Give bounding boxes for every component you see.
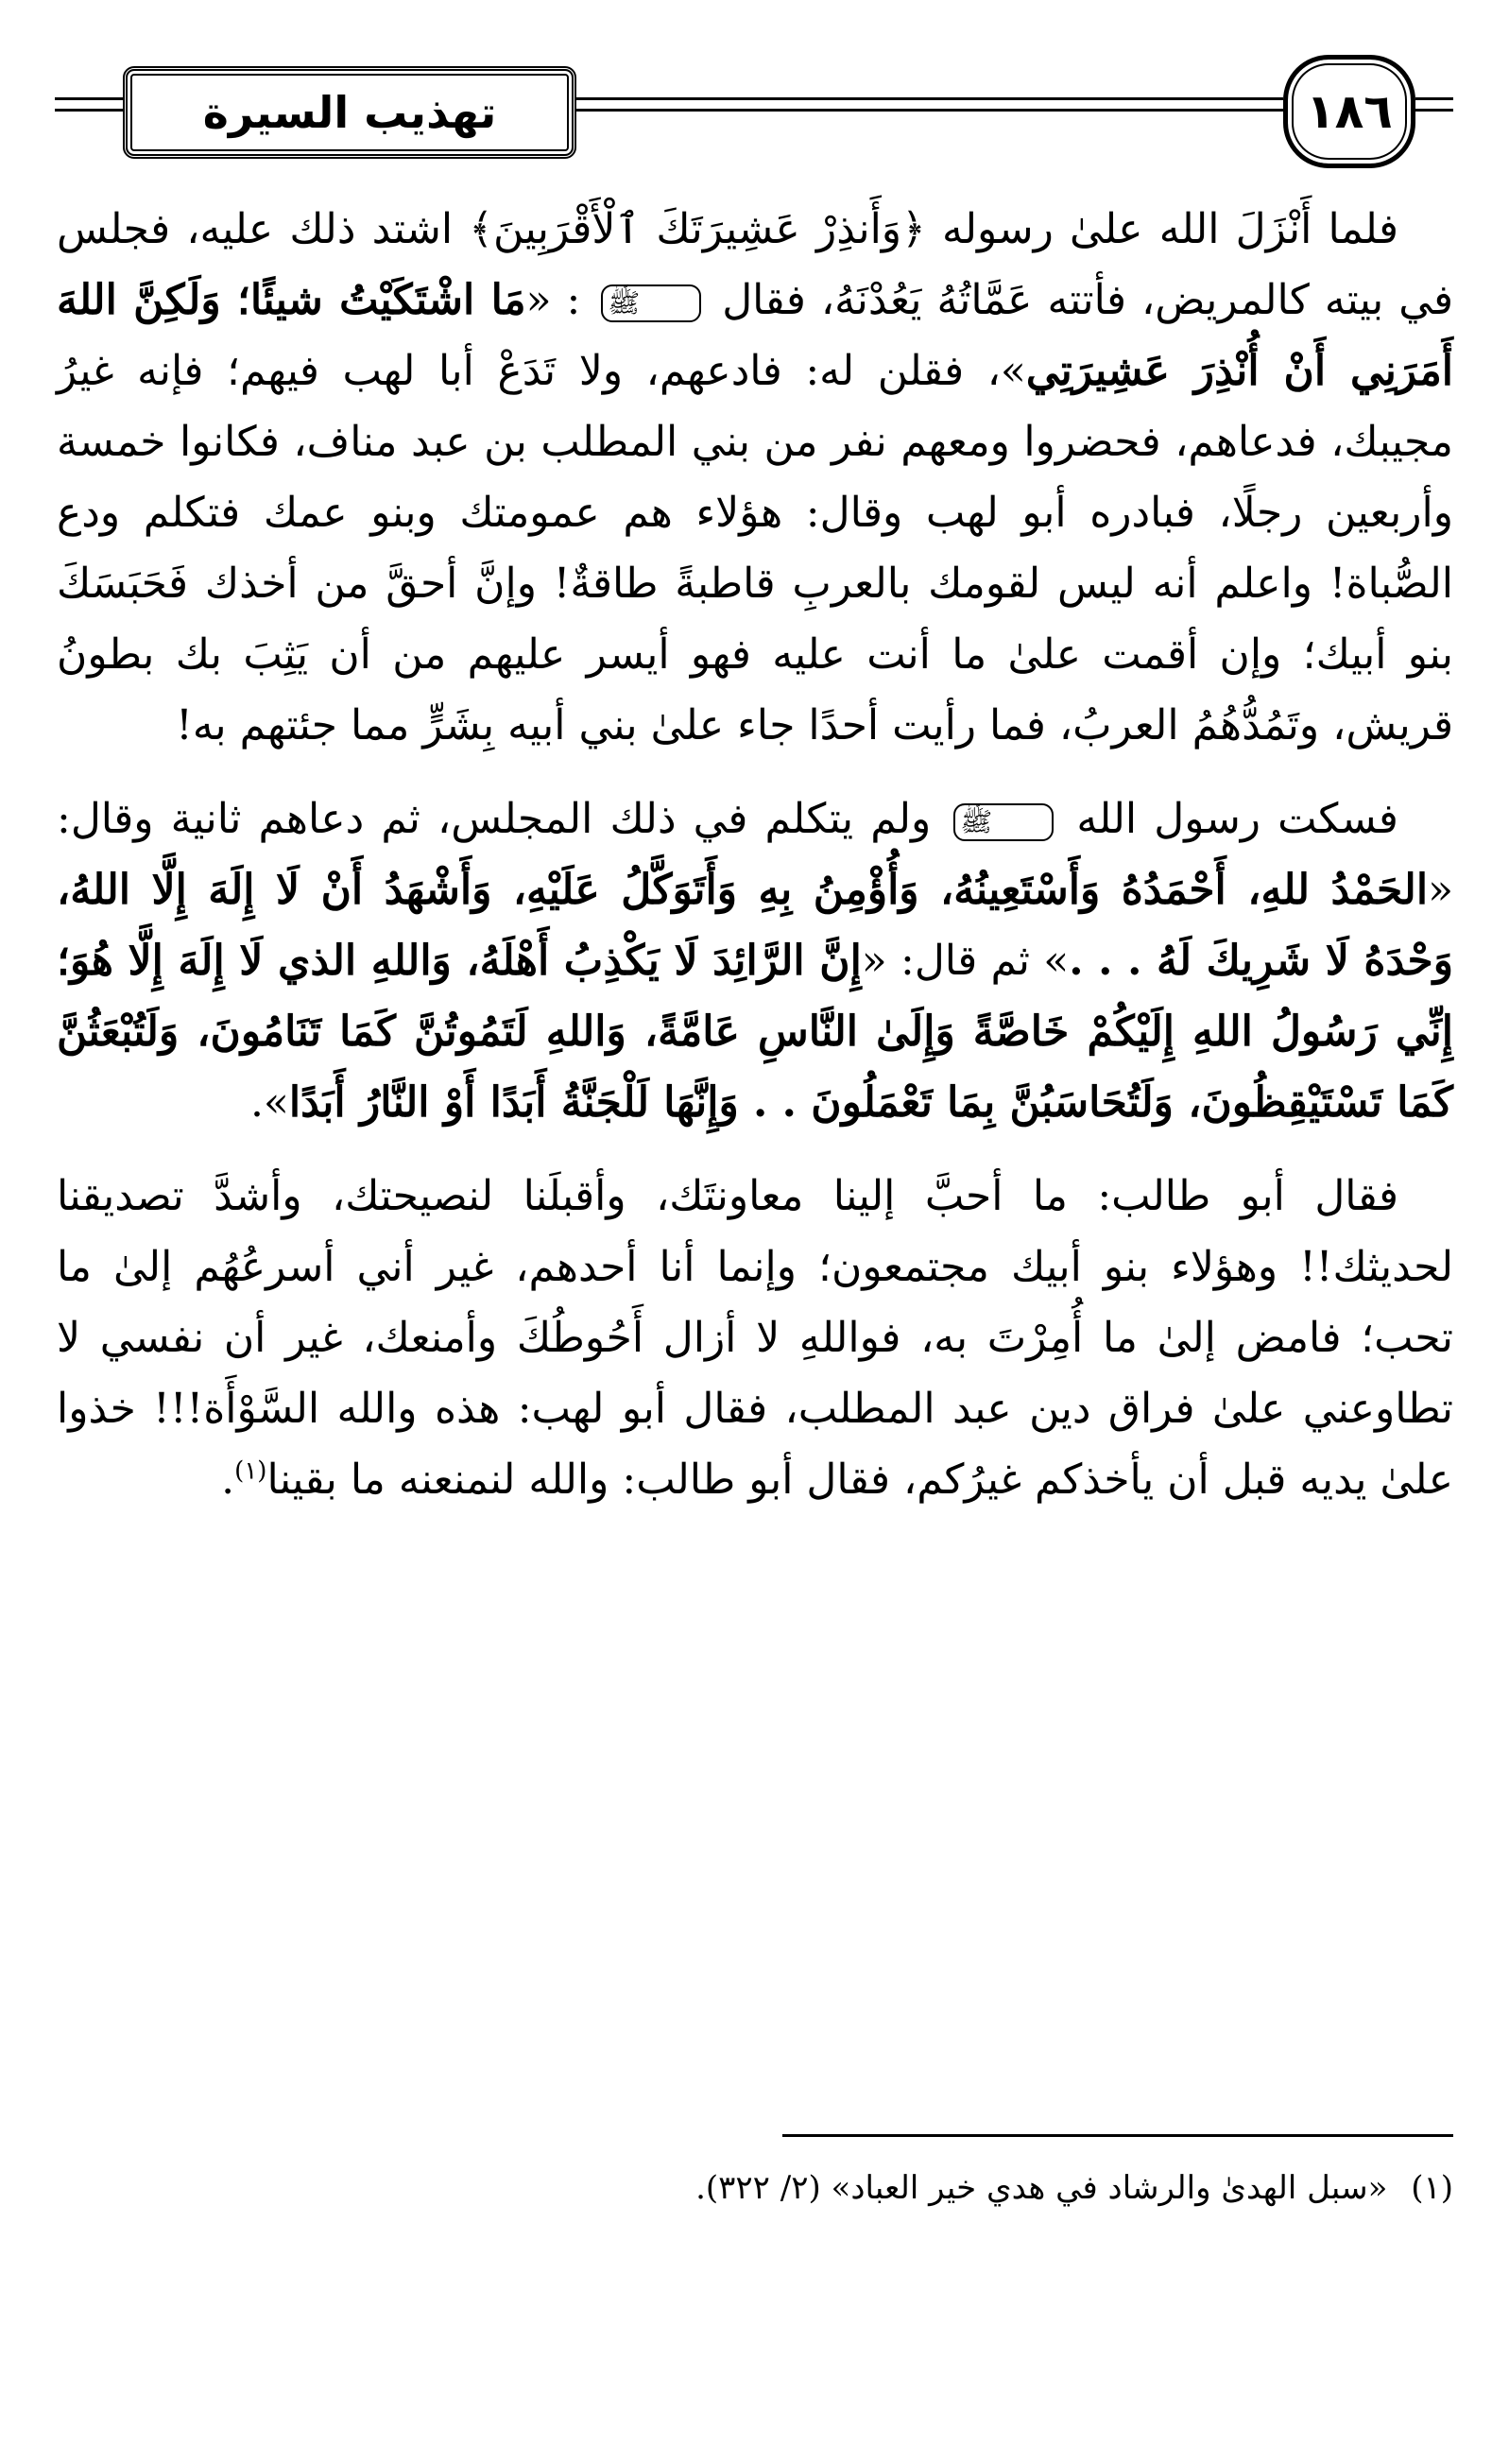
header-rule-right xyxy=(1415,97,1453,100)
footnote-text: «سبل الهدىٰ والرشاد في هدي خير العباد» (٢/ ٣٢٢). xyxy=(695,2169,1388,2207)
paragraph-1 xyxy=(57,194,1453,761)
header-rule-middle-2 xyxy=(576,109,1283,112)
header-rule-left xyxy=(55,97,123,100)
book-title: تهذيب السيرة xyxy=(202,87,497,138)
p3-end: . xyxy=(221,1456,235,1504)
page-number-frame xyxy=(1283,55,1415,168)
p2-hadith-quote-1: الحَمْدُ للهِ، أَحْمَدُهُ وَأَسْتَعِينُهُ، وَأُؤْمِنُ بِهِ وَأَتَوَكَّلُ عَلَيْهِ، وَأَشْهَدُ أَنْ لَا إِلَهَ إِلَّا اللهُ، وَحْدَهُ لَا شَرِيكَ لَهُ . . . xyxy=(57,866,1453,985)
p2-hadith-quote-2: إِنَّ الرَّائِدَ لَا يَكْذِبُ أَهْلَهُ، وَاللهِ الذي لَا إِلَهَ إِلَّا هُوَ؛ إِنِّي رَسُولُ اللهِ إِلَيْكُمْ خَاصَّةً وَإِلَىٰ النَّاسِ عَامَّةً، وَاللهِ لَتَمُوتُنَّ كَمَا تَنَامُونَ، وَلَتُبْعَثُنَّ كَمَا تَسْتَيْقِظُونَ، وَلَتُحَاسَبُنَّ بِمَا تَعْمَلُونَ . . وَإِنَّهَا لَلْجَنَّةُ أَبَدًا أَوْ النَّارُ أَبَدًا xyxy=(57,937,1453,1127)
footnote-separator xyxy=(782,2134,1453,2137)
main-text xyxy=(57,194,1453,1538)
book-title-frame xyxy=(123,66,576,159)
p1-hadith-quote: مَا اشْتَكَيْتُ شيئًا؛ وَلَكِنَّ اللهَ أَمَرَنِي أَنْ أُنْذِرَ عَشِيرَتِي xyxy=(57,276,1453,395)
p3-text: فقال أبو طالب: ما أحبَّ إلينا معاونتَك، وأقبلَنا لنصيحتك، وأشدَّ تصديقنا لحديثك!! وهؤلاء بنو أبيك مجتمعون؛ وإنما أنا أحدهم، غير أني أسرعُهُم إلىٰ ما تحب؛ فامض إلىٰ ما أُمِرْتَ به، فواللهِ لا أزال أَحُوطُكَ وأمنعك، غير أن نفسي لا تطاوعني علىٰ فراق دين عبد المطلب، فقال أبو لهب: هذه والله السَّوْأَة!!! خذوا علىٰ يديه قبل أن يأخذكم غيرُكم، فقال أبو طالب: والله لنمنعنه ما بقينا xyxy=(57,1172,1453,1504)
p2-text-3: » ثم قال: « xyxy=(861,937,1070,985)
page-number: ١٨٦ xyxy=(1306,84,1393,139)
paragraph-2 xyxy=(57,784,1453,1138)
header-rule-right-2 xyxy=(1415,109,1453,112)
salawat-mark: ﷺ xyxy=(953,803,1054,841)
header-rule-left-2 xyxy=(55,109,123,112)
p1-text-2: : « xyxy=(525,276,581,324)
p2-text-2: ولم يتكلم في ذلك المجلس، ثم دعاهم ثانية وقال: « xyxy=(57,795,1453,914)
p2-text-1: فسكت رسول الله xyxy=(1076,795,1398,843)
footnote xyxy=(57,2164,1453,2212)
p1-text-3: »، فقلن له: فادعهم، ولا تَدَعْ أبا لهب فيهم؛ فإنه غيرُ مجيبك، فدعاهم، فحضروا ومعهم نفر من بني المطلب بن عبد مناف، فكانوا خمسة وأربعين رجلًا، فبادره أبو لهب وقال: هؤلاء هم عمومتك وبنو عمك فتكلم ودع الصُّباة! واعلم أنه ليس لقومك بالعربِ قاطبةً طاقةٌ! وإنَّ أحقَّ من أخذك فَحَبَسَكَ بنو أبيك؛ وإن أقمت علىٰ ما أنت عليه فهو أيسر عليهم من أن يَثِبَ بك بطونُ قريش، وتَمُدُّهُمُ العربُ، فما رأيت أحدًا جاء علىٰ بني أبيه بِشَرٍّ مما جئتهم به! xyxy=(57,347,1453,750)
page-header xyxy=(55,55,1453,166)
p1-text-1: فلما أَنْزَلَ الله علىٰ رسوله ﴿وَأَنذِرْ عَشِيرَتَكَ ٱلْأَقْرَبِينَ﴾ اشتد ذلك عليه، فجلس في بيته كالمريض، فأتته عَمَّاتُهُ يَعُدْنَهُ، فقال xyxy=(57,205,1453,324)
salawat-mark: ﷺ xyxy=(601,284,701,322)
footnote-number: (١) xyxy=(1411,2169,1453,2207)
footnote-reference[interactable]: (١) xyxy=(234,1456,267,1486)
header-rule-middle xyxy=(576,97,1283,100)
p2-text-4: ». xyxy=(249,1078,289,1127)
paragraph-3 xyxy=(57,1161,1453,1515)
